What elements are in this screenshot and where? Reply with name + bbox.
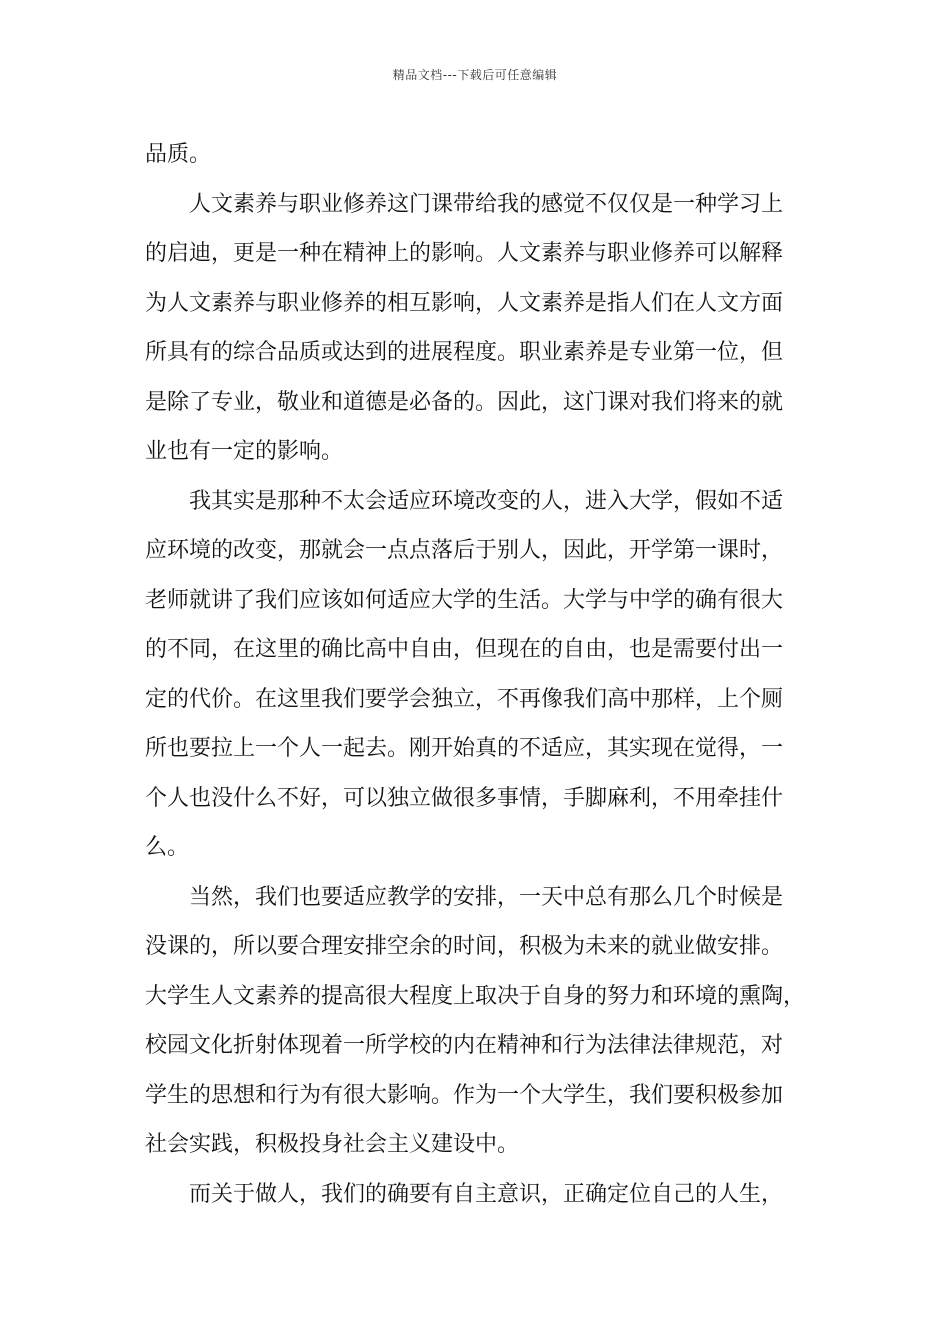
text-line: 为人文素养与职业修养的相互影响，人文素养是指人们在人文方面 [145,290,784,316]
text-line: 我其实是那种不太会适应环境改变的人，进入大学，假如不适 [189,488,784,514]
document-body [145,130,807,1219]
text-line: 当然，我们也要适应教学的安排，一天中总有那么几个时候是 [189,884,784,910]
text-line: 么。 [145,835,190,860]
text-line: 所具有的综合品质或达到的进展程度。职业素养是专业第一位，但 [145,340,784,365]
text-line: 的启迪，更是一种在精神上的影响。人文素养与职业修养可以解释 [145,241,784,266]
text-line: 品质。 [145,142,212,167]
text-line: 校园文化折射体现着一所学校的内在精神和行为法律法律规范，对 [145,1033,784,1058]
text-line: 大学生人文素养的提高很大程度上取决于自身的努力和环境的熏陶， [145,983,806,1009]
text-line: 的不同，在这里的确比高中自由，但现在的自由，也是需要付出一 [145,637,784,662]
text-line: 老师就讲了我们应该如何适应大学的生活。大学与中学的确有很大 [145,587,784,613]
text-line: 定的代价。在这里我们要学会独立，不再像我们高中那样，上个厕 [145,686,784,712]
text-line: 人文素养与职业修养这门课带给我的感觉不仅仅是一种学习上 [189,191,784,217]
text-line: 而关于做人，我们的确要有自主意识，正确定位自己的人生， [189,1181,784,1207]
text-line: 是除了专业，敬业和道德是必备的。因此，这门课对我们将来的就 [145,389,784,415]
text-line: 学生的思想和行为有很大影响。作为一个大学生，我们要积极参加 [145,1082,784,1108]
text-line: 社会实践，积极投身社会主义建设中。 [145,1132,520,1157]
text-line: 业也有一定的影响。 [145,439,344,464]
text-line: 没课的，所以要合理安排空余的时间，积极为未来的就业做安排。 [145,934,784,959]
text-line: 所也要拉上一个人一起去。刚开始真的不适应，其实现在觉得，一 [145,736,784,761]
page-header: 精品文档---下载后可任意编辑 [392,68,558,82]
text-line: 个人也没什么不好，可以独立做很多事情，手脚麻利，不用牵挂什 [145,785,784,811]
text-line: 应环境的改变，那就会一点点落后于别人，因此，开学第一课时， [145,538,784,563]
